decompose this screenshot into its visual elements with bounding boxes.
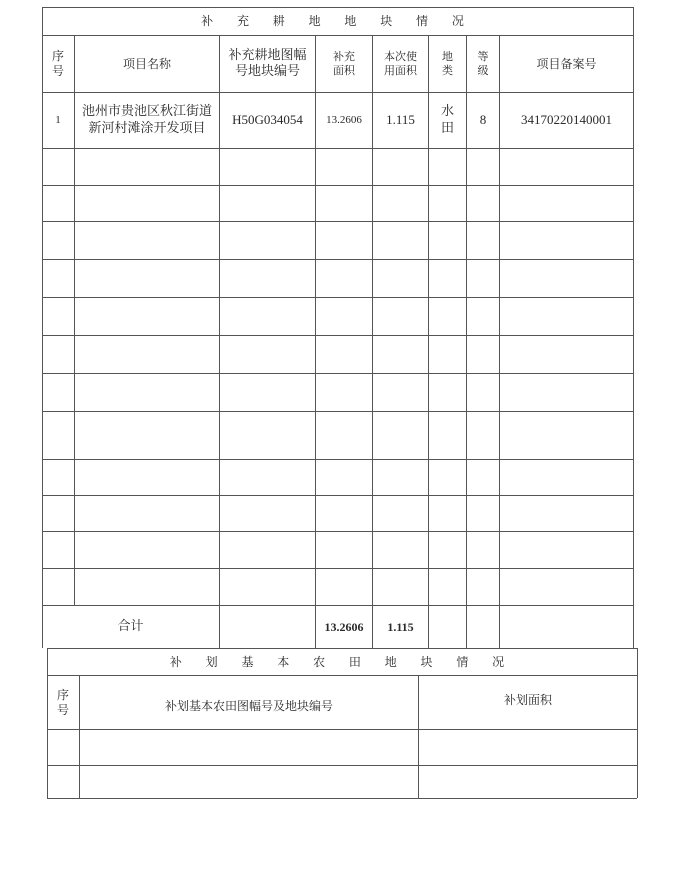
row-divider [42,221,633,222]
lower-border-right [637,648,638,798]
row-divider [42,185,633,186]
row-divider [42,335,633,336]
row-divider [42,297,633,298]
row-divider [42,373,633,374]
total-used-area: 1.115 [387,619,414,634]
farmland-header-seq: 序 号 [56,687,69,717]
header-project-name: 项目名称 [122,56,171,71]
column-line [74,35,75,605]
row1-plot-number: H50G034054 [232,112,303,128]
row-divider [42,495,633,496]
supplement-section-title: 补 充 耕 地 地 块 情 况 [201,14,474,28]
row1-grade: 8 [479,112,487,128]
table-border-right [633,7,634,648]
total-label: 合计 [117,618,144,634]
row-divider [42,259,633,260]
header-plot-number: 补充耕地图幅 号地块编号 [228,47,307,79]
header-seq: 序 号 [51,49,64,78]
header-added-area: 补充 面积 [333,50,355,77]
row-divider [42,531,633,532]
lower-header-divider [47,729,637,730]
lower-row-divider [47,765,637,766]
row1-used-area: 1.115 [386,112,415,128]
header-record-number: 项目备案号 [536,56,597,71]
row1-land-type: 水 田 [440,104,454,136]
row1-project-name: 池州市贵池区秋江街道新河村滩涂开发项目 [81,104,212,136]
row1-seq: 1 [55,113,61,126]
row1-added-area: 13.2606 [326,113,362,126]
farmland-section-title: 补 划 基 本 农 田 地 块 情 况 [169,654,515,669]
row-divider [42,148,633,149]
header-land-type: 地 类 [442,50,453,77]
lower-border-bottom [47,798,637,799]
header-used-area: 本次使 用面积 [384,50,417,77]
header-grade: 等 级 [477,50,489,77]
row-divider [42,459,633,460]
row-divider [42,411,633,412]
total-added-area: 13.2606 [324,619,364,634]
row1-record-number: 34170220140001 [521,112,612,128]
farmland-header-plot-number: 补划基本农田图幅号及地块编号 [164,699,333,713]
row-divider [42,568,633,569]
farmland-header-area: 补划面积 [503,692,552,707]
